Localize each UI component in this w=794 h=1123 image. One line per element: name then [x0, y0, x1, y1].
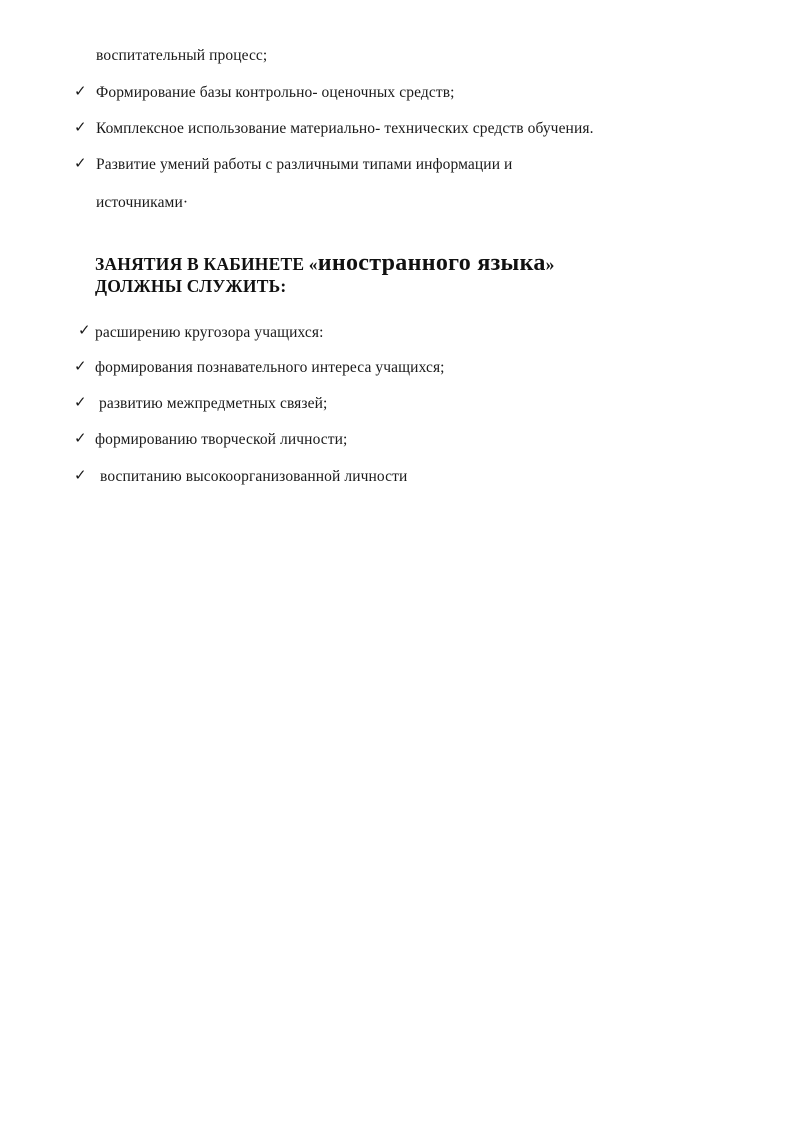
checkmark-icon: ✓ [74, 357, 87, 375]
heading-part-3: » [545, 254, 555, 274]
checkmark-icon: ✓ [74, 82, 87, 100]
list-item: Развитие умений работы с различными типами информации и [96, 156, 513, 173]
list-item: воспитанию высокоорганизованной личности [100, 468, 408, 485]
checkmark-icon: ✓ [78, 321, 91, 339]
list-item: формирования познавательного интереса учащихся; [95, 359, 445, 376]
list-continuation-text: воспитательный процесс; [96, 47, 268, 64]
list-item: Формирование базы контрольно- оценочных средств; [96, 84, 455, 101]
heading-part-2: иностранного языка [317, 250, 546, 276]
list-item: формированию творческой личности; [95, 431, 348, 448]
heading-part-1: ЗАНЯТИЯ В КАБИНЕТЕ « [95, 254, 318, 274]
checkmark-icon: ✓ [74, 429, 87, 447]
list-item-wrap-text: источниками· [96, 194, 189, 211]
checkmark-icon: ✓ [74, 154, 87, 172]
checkmark-icon: ✓ [74, 393, 87, 411]
section-heading-line-2: ДОЛЖНЫ СЛУЖИТЬ: [95, 276, 287, 296]
section-heading [95, 250, 555, 277]
checkmark-icon: ✓ [74, 466, 87, 484]
checkmark-icon: ✓ [74, 118, 87, 136]
list-item: расширению кругозора учащихся: [95, 324, 324, 341]
list-item: развитию межпредметных связей; [99, 395, 328, 412]
list-item: Комплексное использование материально- технических средств обучения. [96, 120, 594, 137]
